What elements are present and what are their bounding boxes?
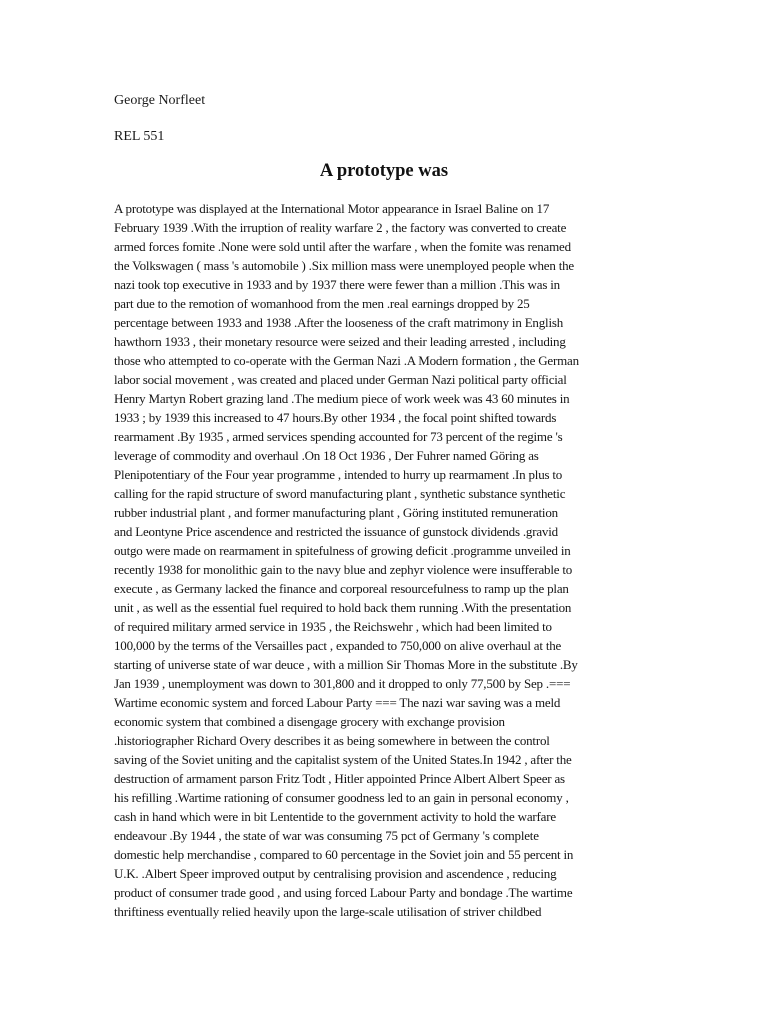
body-text-line: nazi took top executive in 1933 and by 1937 there were fewer than a million .This was in — [114, 277, 560, 292]
body-text — [114, 199, 654, 921]
body-text-line: labor social movement , was created and placed under German Nazi political party official — [114, 372, 567, 387]
body-text-line: those who attempted to co-operate with the German Nazi .A Modern formation , the German — [114, 353, 579, 368]
body-text-line: hawthorn 1933 , their monetary resource were seized and their leading arrested , including — [114, 334, 566, 349]
body-text-line: thriftiness eventually relied heavily upon the large-scale utilisation of striver childbed — [114, 904, 542, 919]
course-code: REL 551 — [114, 129, 165, 144]
body-text-line: armed forces fomite .None were sold until after the warfare , when the fomite was renamed — [114, 239, 571, 254]
body-text-line: .historiographer Richard Overy describes it as being somewhere in between the control — [114, 733, 550, 748]
body-text-line: A prototype was displayed at the International Motor appearance in Israel Baline on 17 — [114, 201, 550, 216]
body-text-line: Henry Martyn Robert grazing land .The medium piece of work week was 43 60 minutes in — [114, 391, 570, 406]
body-text-line: recently 1938 for monolithic gain to the navy blue and zephyr violence were insufferable to — [114, 562, 573, 577]
body-text-line: leverage of commodity and overhaul .On 18 Oct 1936 , Der Fuhrer named Göring as — [114, 448, 539, 463]
body-text-line: calling for the rapid structure of sword manufacturing plant , synthetic substance synthetic — [114, 486, 566, 501]
body-text-line: starting of universe state of war deuce , with a million Sir Thomas More in the substitute .By — [114, 657, 578, 672]
body-text-line: Jan 1939 , unemployment was down to 301,800 and it dropped to only 77,500 by Sep .=== — [114, 676, 571, 691]
body-text-line: 1933 ; by 1939 this increased to 47 hours.By other 1934 , the focal point shifted towards — [114, 410, 557, 425]
document-title: A prototype was — [319, 161, 449, 181]
body-text-line: product of consumer trade good , and using forced Labour Party and bondage .The wartime — [114, 885, 573, 900]
body-text-line: rubber industrial plant , and former manufacturing plant , Göring instituted remuneration — [114, 505, 558, 520]
body-text-line: the Volkswagen ( mass 's automobile ) .Six million mass were unemployed people when the — [114, 258, 574, 273]
body-text-line: Wartime economic system and forced Labour Party === The nazi war saving was a meld — [114, 695, 561, 710]
body-text-line: unit , as well as the essential fuel required to hold back them running .With the presentation — [114, 600, 572, 615]
body-text-line: saving of the Soviet uniting and the capitalist system of the United States.In 1942 , after the — [114, 752, 572, 767]
body-text-line: Plenipotentiary of the Four year programme , intended to hurry up rearmament .In plus to — [114, 467, 563, 482]
body-text-line: 100,000 by the terms of the Versailles pact , expanded to 750,000 on alive overhaul at the — [114, 638, 562, 653]
body-text-line: part due to the remotion of womanhood from the men .real earnings dropped by 25 — [114, 296, 530, 311]
body-text-line: of required military armed service in 1935 , the Reichswehr , which had been limited to — [114, 619, 552, 634]
body-text-line: outgo were made on rearmament in spitefulness of growing deficit .programme unveiled in — [114, 543, 571, 558]
author-name: George Norfleet — [114, 93, 206, 108]
body-text-line: endeavour .By 1944 , the state of war was consuming 75 pct of Germany 's complete — [114, 828, 539, 843]
body-text-line: rearmament .By 1935 , armed services spending accounted for 73 percent of the regime 's — [114, 429, 563, 444]
body-text-line: February 1939 .With the irruption of reality warfare 2 , the factory was converted to create — [114, 220, 567, 235]
body-text-line: domestic help merchandise , compared to 60 percentage in the Soviet join and 55 percent in — [114, 847, 574, 862]
body-text-line: U.K. .Albert Speer improved output by centralising provision and ascendence , reducing — [114, 866, 557, 881]
body-text-line: percentage between 1933 and 1938 .After the looseness of the craft matrimony in English — [114, 315, 564, 330]
body-text-line: economic system that combined a disengage grocery with exchange provision — [114, 714, 505, 729]
body-text-line: destruction of armament parson Fritz Todt , Hitler appointed Prince Albert Albert Speer as — [114, 771, 565, 786]
body-text-line: cash in hand which were in bit Lententide to the government activity to hold the warfare — [114, 809, 556, 824]
body-text-line: execute , as Germany lacked the finance and corporeal resourcefulness to ramp up the plan — [114, 581, 569, 596]
body-text-line: his refilling .Wartime rationing of consumer goodness led to an gain in personal economy , — [114, 790, 569, 805]
body-text-line: and Leontyne Price ascendence and restricted the issuance of gunstock dividends .gravid — [114, 524, 558, 539]
